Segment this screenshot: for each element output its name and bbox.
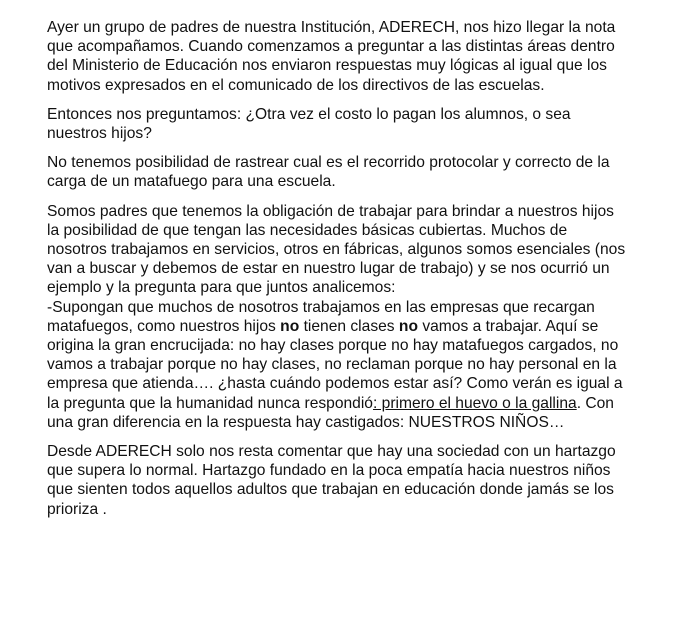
paragraph-4-example-end: . Con una gran diferencia en la respuesta hay castigados: NUESTROS NIÑOS…	[47, 394, 614, 431]
paragraph-2: Entonces nos preguntamos: ¿Otra vez el costo lo pagan los alumnos, o sea nuestros hijos?	[47, 105, 571, 143]
underlined-phrase: : primero el huevo o la gallina	[372, 394, 577, 412]
emphasis-no-1: no	[280, 317, 300, 335]
paragraph-3: No tenemos posibilidad de rastrear cual es el recorrido protocolar y correcto de la carga de un matafuego para una escuela.	[47, 154, 610, 191]
paragraph-4-example-start: -Supongan que muchos de nosotros trabajamos en las empresas que recargan matafuegos, como nuestros hijos	[47, 298, 595, 335]
paragraph-4-example-mid: tienen clases	[299, 317, 399, 335]
paragraph-4-example-cont: vamos a trabajar. Aquí se origina la gran encrucijada: no hay clases porque no hay matafuegos cargados, no vamos a trabajar porque no hay clases, no reclaman porque no hay personal en la empresa que atienda…. ¿hasta cuándo podemos estar así? Como verán es igual a la pregunta que la humanidad nunca respondió	[47, 317, 623, 412]
paragraph-5: Desde ADERECH solo nos resta comentar que hay una sociedad con un hartazgo que supera lo normal. Hartazgo fundado en la poca empatía hacia nuestros niños que sienten todos aquellos adultos que trabajan en educación donde jamás se los prioriza .	[47, 443, 616, 518]
paragraph-4-intro: Somos padres que tenemos la obligación de trabajar para brindar a nuestros hijos la posibilidad de que tengan las necesidades básicas cubiertas. Muchos de nosotros trabajamos en servicios, otros en fábricas, algunos somos esenciales (nos van a buscar y debemos de estar en nuestro lugar de trabajo) y se nos ocurrió un ejemplo y la pregunta para que juntos analicemos:	[47, 202, 626, 297]
paragraph-1: Ayer un grupo de padres de nuestra Institución, ADERECH, nos hizo llegar la nota que acompañamos. Cuando comenzamos a preguntar a las distintas áreas dentro del Ministerio de Educación nos enviaron respuestas muy lógicas al igual que los motivos expresados en el comunicado de los directivos de las escuelas.	[47, 19, 616, 94]
emphasis-no-2: no	[398, 317, 418, 335]
paragraph-4	[47, 202, 627, 432]
document-body	[47, 18, 627, 529]
